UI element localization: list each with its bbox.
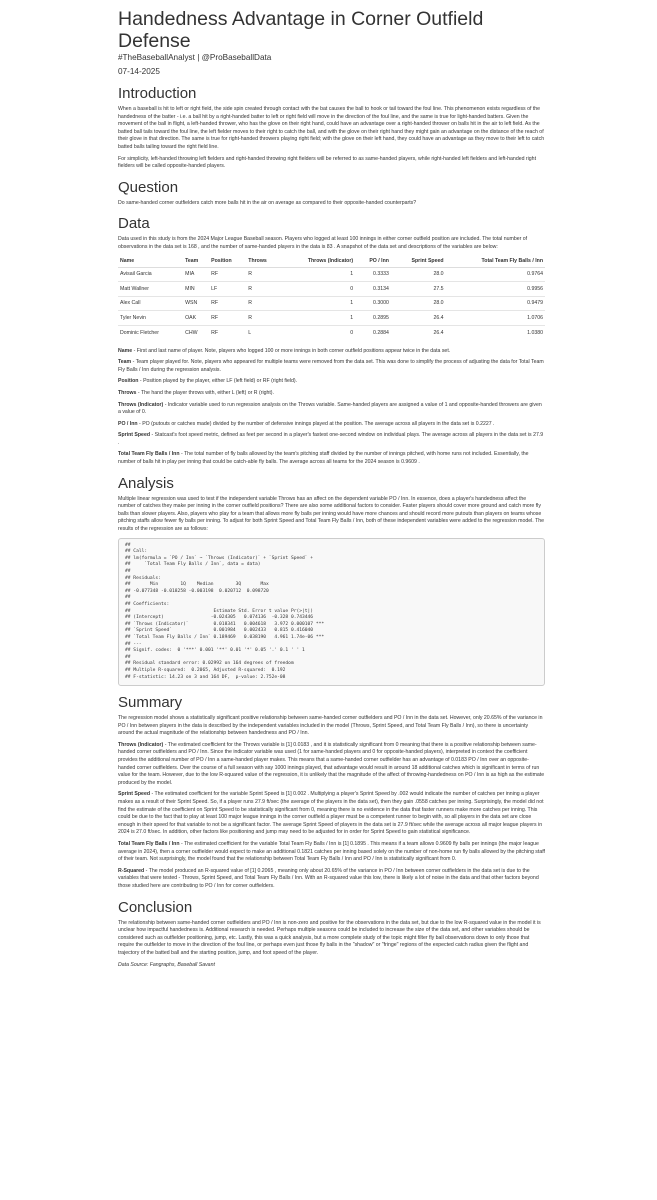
table-cell: 1.0380: [446, 325, 545, 340]
table-cell: 0: [280, 325, 355, 340]
variable-description-name: Name: [118, 347, 133, 354]
data-source: Data Source: Fangraphs, Baseball Savant: [118, 961, 215, 968]
summary-item-desc: - The estimated coefficient for the variable Sprint Speed is [1] 0.002 . Multiplying a player's Sprint Speed by .002 would indicate the number of catches per inning a player makes as a result of their Sprint Speed. So, if a player runs 27.9 ft/sec (the average of the players in the data set), then they gain .0558 catches per inning. Surprisingly, the model did not find the estimate of the coefficient on Sprint Speed to be statistically significant from 0, meaning there is no evidence in the data that faster runners make more catches per inning. This could be due to the fact that to play at least 100 major league innings in the corner outfield a player must be a competent runner to begin with, so all players in the data set are close enough in their speed for that variable to not be a significant factor. The average Sprint Speed of players in the data set is 27.9 ft/sec while the average across all major league players in 2024 is 27.0 ft/sec. In addition, other factors like positioning and jump may need to be adjusted for in order for Sprint Speed to gain statistical significance.: [118, 791, 544, 836]
conclusion-heading: Conclusion: [118, 898, 193, 916]
variable-description: [118, 390, 545, 398]
table-cell: 1.0706: [446, 311, 545, 326]
table-cell: 26.4: [391, 325, 446, 340]
table-cell: 28.0: [391, 296, 446, 311]
variable-description-desc: - PO (putouts or catches made) divided by the number of defensive innings played at the position. The average across all players in the data set is 0.2227 .: [137, 420, 495, 427]
table-cell: R: [246, 296, 280, 311]
introduction-heading: Introduction: [118, 85, 197, 102]
summary-paragraph: The regression model shows a statistically significant positive relationship between same-handed corner outfielders and PO / Inn in the data set. However, only 20.65% of the variance in PO / Inn between players in the data is described by the independent variables included in the model (Throws, Sprint Speed, and Total Team Fly Balls / Inn), so there is uncertainty around the actual magnitude of the relationship between handedness and PO / Inn.: [118, 715, 543, 737]
table-cell: 0.3333: [355, 267, 391, 282]
column-header: Position: [209, 256, 246, 268]
table-cell: R: [246, 282, 280, 297]
introduction-paragraph-1: When a baseball is hit to left or right field, the side spin created through contact with the bat causes the ball to hook or tail toward the foul line. This phenomenon exists regardless of the handedness of the batter - i.e. a ball hit by a right-handed batter to left or right field will move in the direction of the foul line, and the same is true for light-handed batters. Given the movement of the ball in flight, a left-handed thrower, who has the glove on their right hand, could have an advantage over a right-handed thrower on balls hit in the air to left field. As the batted ball tails toward the foul line, the left fielder moves to their right to catch the ball, and with the glove on their right hand they might gain an advantage on the distance of the reach of their glove in that direction. The same is true for right-handed throwers playing right field; with the glove on their left hand, they could have an advantage as they move to their left to catch batted balls tailing toward the right field line.: [118, 106, 545, 150]
question-heading: Question: [118, 178, 179, 196]
summary-heading: Summary: [118, 694, 183, 712]
table-cell: RF: [209, 311, 246, 326]
variable-description-desc: - Team player played for. Note, players who appeared for multiple teams were removed from the data set. This was done to simplify the process of adjusting the data for Total Team Fly Balls / Inn during the regression analysis.: [118, 359, 544, 373]
table-cell: R: [246, 267, 280, 282]
table-cell: 26.4: [391, 311, 446, 326]
table-cell: 0: [280, 282, 355, 297]
variable-description: [118, 421, 545, 429]
data-snapshot-table: [118, 256, 545, 340]
table-cell: 27.5: [391, 282, 446, 297]
variable-description-desc: - Position played by the player, either LF (left field) or RF (right field).: [138, 378, 298, 385]
column-header: PO / Inn: [355, 256, 391, 268]
conclusion-paragraph: The relationship between same-handed corner outfielders and PO / Inn is non-zero and positive for the observations in the data set, but due to the low R-squared value in the model it is unclear how impactful handedness is. Additional research is needed. Perhaps multiple seasons could be included to increase the size of the data set, and other variables should be considered such as outfielder positioning, jump, etc. Lastly, this was a quick analysis, but a more complete study of the topic might filter fly ball observations down to only those that require the outfielder to move in the direction of the foul line, or perhaps even just those fly balls in the "shadow" or "fringe" regions of the expected catch radius given the flight and trajectory of the batted ball and the starting position, jump, and foot speed of the player.: [118, 919, 541, 956]
table-row: [118, 267, 545, 282]
table-cell: LF: [209, 282, 246, 297]
summary-item: [118, 791, 545, 837]
table-row: [118, 282, 545, 297]
table-cell: RF: [209, 296, 246, 311]
variable-description: [118, 378, 545, 386]
table-cell: Matt Wallner: [118, 282, 183, 297]
variable-description-name: Team: [118, 359, 132, 366]
variable-description: [118, 451, 545, 466]
table-cell: 1: [280, 296, 355, 311]
variable-description-desc: - Statcast's foot speed metric, defined as feet per second in a player's fastest one-second window on individual plays. The average across all players in the data set is 27.9 .: [118, 432, 544, 446]
variable-description-name: Total Team Fly Balls / Inn: [118, 451, 180, 458]
table-cell: OAK: [183, 311, 209, 326]
table-cell: 0.3134: [355, 282, 391, 297]
column-header: Sprint Speed: [391, 256, 446, 268]
variable-description-desc: - Indicator variable used to run regression analysis on the Throws variable. Same-handed players are assigned a value of 1 and opposite-handed throwers are given a value of 0.: [118, 401, 542, 416]
table-cell: Dominic Fletcher: [118, 325, 183, 340]
variable-description-name: Sprint Speed: [118, 432, 150, 439]
table-cell: 1: [280, 311, 355, 326]
table-header-row: [118, 256, 545, 268]
report-date: 07-14-2025: [118, 67, 160, 76]
table-cell: R: [246, 311, 280, 326]
table-cell: CHW: [183, 325, 209, 340]
table-cell: 0.3000: [355, 296, 391, 311]
table-cell: 0.2895: [355, 311, 391, 326]
summary-item-desc: - The model produced an R-squared value of [1] 0.2065 , meaning only about 20.65% of the variance in PO / Inn between corner outfielders in the data set is due to the variables that were tested - Throws, Sprint Speed, and Total Team Fly Balls / Inn. With an R-squared value this low, there is likely a lot of noise in the data and that other factors beyond those studied here are contributing to PO / Inn for corner outfielders.: [118, 867, 539, 889]
question-paragraph: Do same-handed corner outfielders catch more balls hit in the air on average as compared to their opposite-handed counterparts?: [118, 199, 417, 206]
variable-description: [118, 432, 545, 447]
table-cell: RF: [209, 267, 246, 282]
table-cell: 0.9764: [446, 267, 545, 282]
table-cell: L: [246, 325, 280, 340]
table-cell: Tyler Nevin: [118, 311, 183, 326]
table-cell: 1: [280, 267, 355, 282]
variable-description-name: Throws: [118, 389, 137, 396]
table-row: [118, 311, 545, 326]
column-header: Throws: [246, 256, 280, 268]
summary-item-name: Throws (Indicator): [118, 741, 164, 748]
table-cell: 0.9479: [446, 296, 545, 311]
variable-description: [118, 402, 545, 417]
variable-description-desc: - The hand the player throws with, either L (left) or R (right).: [136, 389, 274, 396]
summary-item: [118, 841, 545, 864]
table-cell: 0.2884: [355, 325, 391, 340]
table-row: [118, 296, 545, 311]
summary-item-name: Sprint Speed: [118, 791, 150, 798]
summary-item-name: Total Team Fly Balls / Inn: [118, 841, 180, 847]
introduction-paragraph-2: For simplicity, left-handed throwing left fielders and right-handed throwing right fielders will be referred to as same-handed players, while right-handed left fielders and left-handed right fielders will be called opposite-handed players.: [118, 155, 537, 170]
table-cell: WSN: [183, 296, 209, 311]
variable-description-name: Throws (Indicator): [118, 401, 164, 408]
variable-description-name: Position: [118, 378, 139, 385]
table-row: [118, 325, 545, 340]
data-heading: Data: [118, 215, 150, 233]
column-header: Throws (Indicator): [280, 256, 355, 268]
column-header: Total Team Fly Balls / Inn: [446, 256, 545, 268]
table-cell: 28.0: [391, 267, 446, 282]
table-cell: MIN: [183, 282, 209, 297]
report-title: Handedness Advantage in Corner Outfield Defense: [118, 8, 484, 52]
column-header: Name: [118, 256, 183, 268]
summary-item-desc: - The estimated coefficient for the Throws variable is [1] 0.0183 , and it is statistically significant from 0 meaning that there is a positive relationship between same-handed corner outfielders and PO / Inn. Since the indicator variable was used (1 for same-handed players and 0 for opposite-handed players), interpreted in context the coefficient provides the additional number of PO / Inn a same-handed player makes. This means that a same-handed corner outfielder has an advantage of 0.0183 PO / Inn over an opposite-handed corner outfielders. Over the course of a full season with say 1000 innings played, that advantage would result in around 18 additional catches which is significant in terms of run value for the team. However, due to the low R-squared value of the regression, it is unlikely that the magnitude of the affect of throwing-handedness on PO / Inn is as high as the estimate produced by the model.: [118, 741, 545, 786]
analysis-heading: Analysis: [118, 474, 174, 492]
data-paragraph: Data used in this study is from the 2024 Major League Baseball season. Players who logged at least 100 innings in either corner outfield position are included. The total number of observations in the data set is 168 , and the number of same-handed players in the data is 83 . A snapshot of the data set and descriptions of the variables are below:: [118, 236, 528, 250]
regression-output: ## ## Call: ## lm(formula = `PO / Inn` ~ `Throws (Indicator)` + `Sprint Speed` + ## `Total Team Fly Balls / Inn`, data = data) ## ## Residuals: ## Min 1Q Median 3Q Max ## -0.077348 -0.018258 -0.003198 0.020712 0.098720 ## ## Coefficients: ## Estimate Std. Error t value Pr(>|t|) ## (Intercept) -0.024305 0.074136 -0.328 0.743446 ## `Throws (Indicator)` 0.018341 0.004618 3.972 0.000107 *** ## `Sprint Speed` 0.001984 0.002433 0.815 0.416040 ## `Total Team Fly Balls / Inn` 0.189469 0.038190 4.961 1.74e-06 *** ## --- ## Signif. codes: 0 '***' 0.001 '**' 0.01 '*' 0.05 '.' 0.1 ' ' 1 ## ## Residual standard error: 0.02992 on 164 degrees of freedom ## Multiple R-squared: 0.2065, Adjusted R-squared: 0.192 ## F-statistic: 14.23 on 3 and 164 DF, p-value: 2.752e-08: [125, 542, 325, 680]
table-cell: 0.9956: [446, 282, 545, 297]
variable-description: [118, 359, 545, 374]
variable-description-desc: - The total number of fly balls allowed by the team's pitching staff divided by the number of innings pitched, with home runs not included. Essentially, the number of balls hit in play per inning that could be catch-able fly balls. The average across all teams for the 2024 season is 0.9609 .: [118, 451, 529, 466]
table-cell: Alex Call: [118, 296, 183, 311]
table-cell: Avisail Garcia: [118, 267, 183, 282]
summary-item-name: R-Squared: [118, 867, 145, 874]
report-subtitle: #TheBaseballAnalyst | @ProBaseballData: [118, 53, 272, 62]
variable-description: [118, 348, 545, 356]
variable-description-name: PO / Inn: [118, 420, 138, 427]
variable-description-desc: - First and last name of player. Note, players who logged 100 or more innings in both corner outfield positions appear twice in the data set.: [132, 347, 451, 354]
table-cell: RF: [209, 325, 246, 340]
summary-item-desc: - The estimated coefficient for the variable Total Team Fly Balls / Inn is [1] 0.1895 . This means if a team allows 0.9609 fly balls per innings (the major league average in 2024), then a corner outfielder would expect to make an additional 0.1821 catches per inning based solely on the number of non-home run fly balls allowed by the pitching staff of their team. Not surprisingly, the model found that the relationship between Total Team Fly Balls / Inn and PO / Inn is statistically significant from 0.: [118, 841, 545, 863]
summary-item: [118, 742, 545, 788]
summary-item: [118, 868, 545, 891]
regression-output-block: [118, 538, 545, 686]
table-cell: MIA: [183, 267, 209, 282]
analysis-paragraph: Multiple linear regression was used to test if the independent variable Throws has an affect on the dependent variable PO / Inn. In essence, does a player's handedness affect the number of catches they make per inning in the corner outfield positions? There are also some additional factors to consider. Faster players should cover more ground and catch more fly balls than slower players. Also, players who play for a team that allows more fly balls per inning would have more chances and should record more putouts than players on teams whose pitching staffs allow fewer fly balls per inning. To adjust for both Sprint Speed and Total Team Fly Balls / Inn, both of these independent variables were added to the regression model. The results of the regression are as follows:: [118, 495, 545, 533]
column-header: Team: [183, 256, 209, 268]
